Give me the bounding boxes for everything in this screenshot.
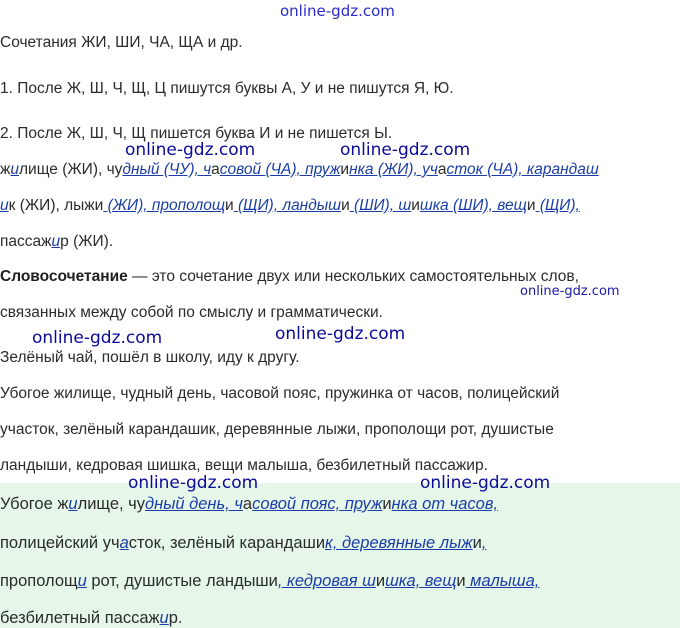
text-fragment: а bbox=[437, 161, 447, 178]
definition-text: — это сочетание двух или нескольких самостоятельных слов, bbox=[127, 268, 579, 285]
exercise-line-3: ландыши, кедровая шишка, вещи малыша, безбилетный пассажир. bbox=[0, 457, 488, 474]
highlighted-letter: дный (ЧУ), ч bbox=[122, 161, 212, 178]
answer-line-3 bbox=[0, 571, 539, 591]
highlighted-letter: и bbox=[10, 161, 19, 178]
examples-line-2 bbox=[0, 196, 580, 216]
text-fragment: Убогое ж bbox=[0, 495, 69, 513]
highlighted-letter: (ШИ), ш bbox=[349, 197, 412, 214]
text-fragment: и bbox=[225, 197, 234, 214]
answer-line-1 bbox=[0, 494, 498, 514]
highlighted-letter: совой (ЧА), пруж bbox=[219, 161, 341, 178]
text-fragment: и bbox=[411, 197, 420, 214]
definition-term: Словосочетание bbox=[0, 268, 128, 285]
text-fragment: лище, ч bbox=[77, 495, 137, 513]
watermark: online-gdz.com bbox=[340, 140, 471, 160]
highlighted-letter: , кедровая ш bbox=[277, 572, 376, 590]
highlighted-letter: шка (ШИ), вещ bbox=[419, 197, 527, 214]
text-fragment: безбилетный пассаж bbox=[0, 609, 160, 627]
text-fragment: р. bbox=[168, 609, 183, 627]
rule-1: 1. После Ж, Ш, Ч, Щ, Ц пишутся буквы А, У и не пишутся Я, Ю. bbox=[0, 80, 454, 97]
highlighted-letter: нка от часов, bbox=[391, 495, 499, 513]
text-fragment: и bbox=[526, 197, 536, 214]
text-fragment: и bbox=[382, 495, 392, 513]
text-fragment: у bbox=[136, 495, 146, 513]
highlighted-letter: а bbox=[119, 534, 129, 552]
highlighted-letter: к, деревянные лыж bbox=[325, 534, 473, 552]
highlighted-letter: малыша, bbox=[465, 572, 540, 590]
highlighted-letter: , bbox=[481, 534, 487, 552]
text-fragment: и bbox=[268, 572, 278, 590]
highlighted-letter: сток (ЧА), карандаш bbox=[446, 161, 599, 178]
text-fragment: и bbox=[456, 572, 466, 590]
highlighted-letter: и bbox=[0, 197, 9, 214]
highlighted-letter: и bbox=[159, 609, 169, 627]
text-fragment: и bbox=[341, 197, 350, 214]
exercise-line-2: участок, зелёный карандашик, деревянные лыжи, прополощи рот, душистые bbox=[0, 421, 554, 438]
highlighted-letter: и bbox=[51, 233, 61, 250]
section-heading: Сочетания ЖИ, ШИ, ЧА, ЩА и др. bbox=[0, 34, 243, 51]
examples-line-1 bbox=[0, 160, 599, 180]
highlighted-letter: и bbox=[77, 572, 87, 590]
highlighted-letter: (ЖИ), прополощ bbox=[103, 197, 226, 214]
watermark: online-gdz.com bbox=[275, 324, 406, 344]
examples-line-3 bbox=[0, 232, 113, 252]
definition-line-1 bbox=[0, 267, 579, 287]
highlighted-letter: дный день, ч bbox=[145, 495, 243, 513]
watermark: online-gdz.com bbox=[128, 473, 259, 493]
text-fragment: полицейский уч bbox=[0, 534, 120, 552]
text-fragment: и bbox=[315, 534, 326, 552]
text-fragment: сток, зелёный карандаш bbox=[128, 534, 316, 552]
answer-line-2 bbox=[0, 533, 486, 553]
highlighted-letter: (ЩИ), bbox=[535, 197, 580, 214]
text-fragment: а bbox=[242, 495, 253, 513]
text-fragment: прополощ bbox=[0, 572, 78, 590]
text-fragment: лище (ЖИ), ч bbox=[19, 161, 115, 178]
rule-2: 2. После Ж, Ш, Ч, Щ пишется буква И и не пишется Ы. bbox=[0, 125, 393, 142]
highlighted-letter: совой пояс, пруж bbox=[252, 495, 383, 513]
text-fragment: а bbox=[211, 161, 220, 178]
text-fragment: пассаж bbox=[0, 233, 52, 250]
highlighted-letter: (ЩИ), ландыш bbox=[233, 197, 342, 214]
text-fragment: рот, душистые ландыш bbox=[86, 572, 269, 590]
watermark: online-gdz.com bbox=[520, 284, 620, 299]
highlighted-letter: и bbox=[68, 495, 78, 513]
text-fragment: у bbox=[114, 161, 123, 178]
watermark: online-gdz.com bbox=[420, 473, 551, 493]
highlighted-letter: нка (ЖИ), уч bbox=[349, 161, 438, 178]
text-fragment: и bbox=[375, 572, 386, 590]
exercise-line-1: Убогое жилище, чудный день, часовой пояс, пружинка от часов, полицейский bbox=[0, 385, 560, 402]
text-fragment: ж bbox=[0, 161, 11, 178]
watermark: online-gdz.com bbox=[125, 140, 256, 160]
definition-line-2: связанных между собой по смыслу и грамматически. bbox=[0, 304, 383, 321]
answer-line-4 bbox=[0, 608, 183, 628]
text-fragment: и bbox=[340, 161, 350, 178]
watermark: online-gdz.com bbox=[32, 328, 163, 348]
text-fragment: р (ЖИ). bbox=[60, 233, 114, 250]
text-fragment: и bbox=[472, 534, 482, 552]
watermark-top[interactable]: online-gdz.com bbox=[280, 2, 395, 20]
text-fragment: к (ЖИ), лыж bbox=[8, 197, 95, 214]
phrase-examples: Зелёный чай, пошёл в школу, иду к другу. bbox=[0, 349, 300, 366]
highlighted-letter: шка, вещ bbox=[385, 572, 457, 590]
text-fragment: и bbox=[94, 197, 104, 214]
